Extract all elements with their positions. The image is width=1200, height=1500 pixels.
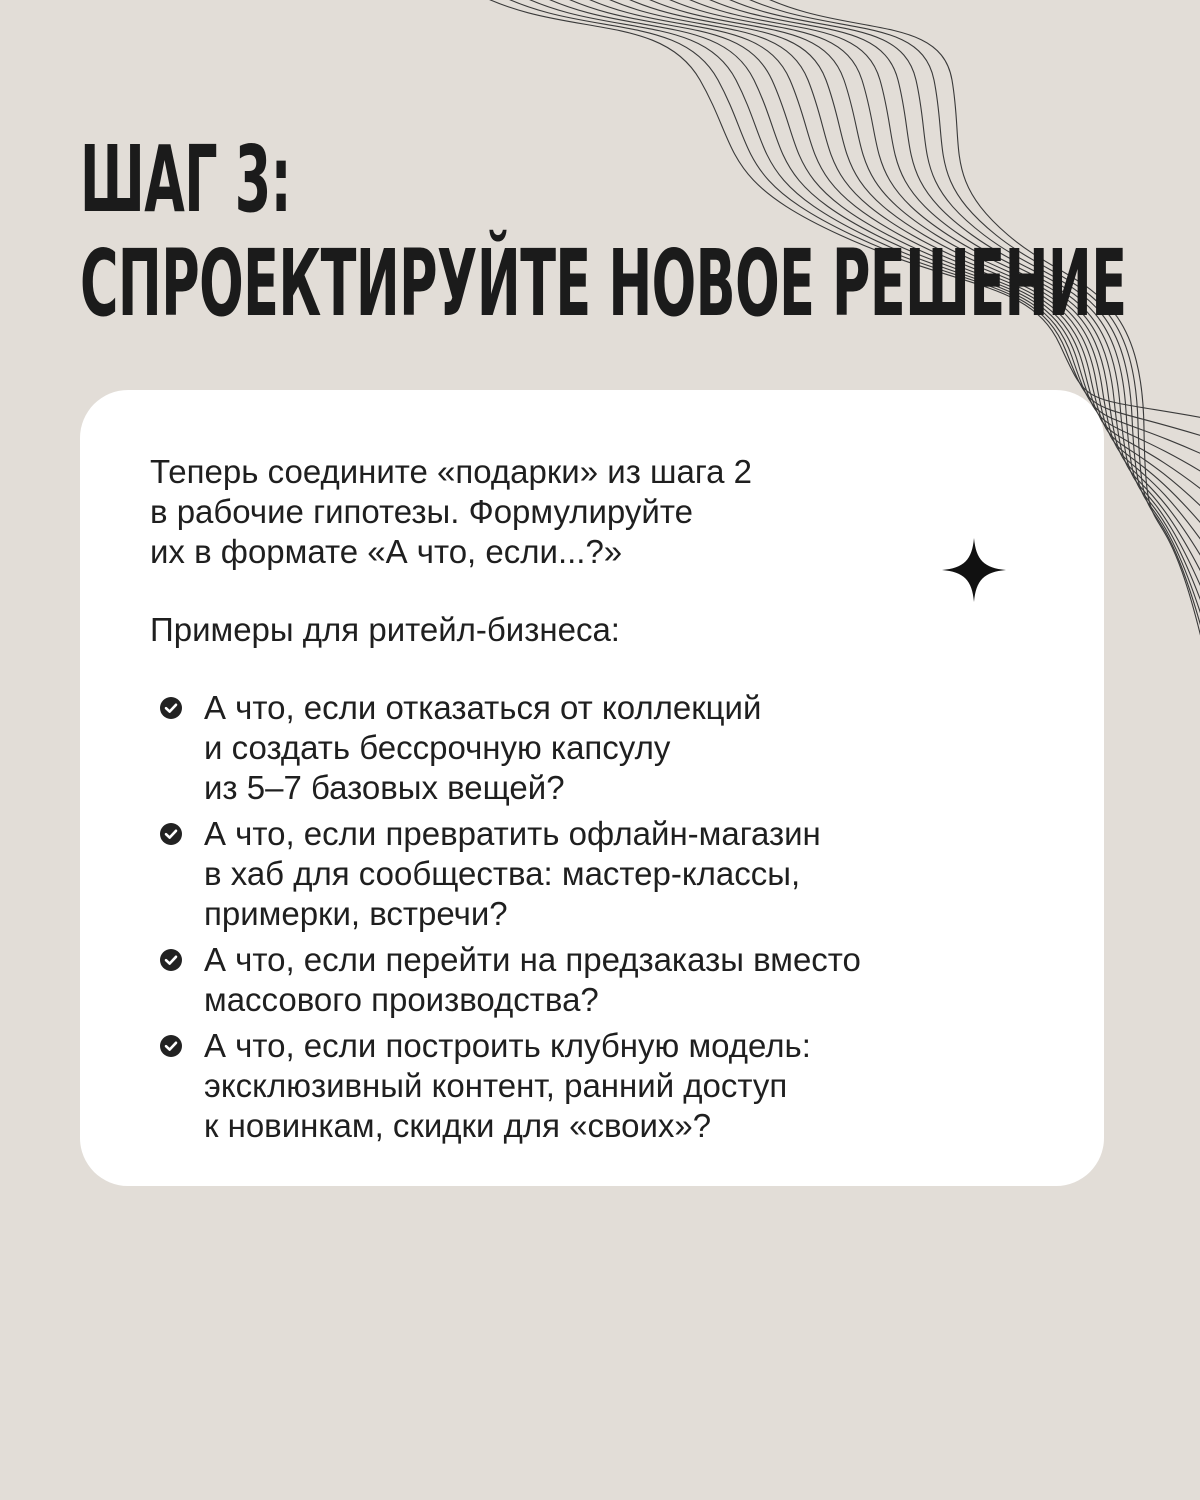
list-item-text — [204, 814, 1030, 934]
check-circle-icon — [160, 1035, 182, 1057]
check-circle-icon — [160, 697, 182, 719]
check-circle-icon — [160, 823, 182, 845]
list-item-line: и создать бессрочную капсулу — [204, 729, 671, 766]
list-item — [150, 1026, 1030, 1146]
list-item-text — [204, 940, 1030, 1020]
examples-label: Примеры для ритейл-бизнеса: — [150, 611, 620, 648]
list-item-line: в хаб для сообщества: мастер-классы, — [204, 855, 801, 892]
content-card — [80, 390, 1104, 1186]
title-line-2: СПРОЕКТИРУЙТЕ НОВОЕ РЕШЕНИЕ — [80, 230, 1127, 337]
list-item-line: эксклюзивный контент, ранний доступ — [204, 1067, 788, 1104]
list-item-text — [204, 688, 1030, 808]
title-line-1: ШАГ 3: — [80, 126, 292, 233]
intro-line: их в формате «А что, если...?» — [150, 533, 623, 570]
list-item-line: А что, если превратить офлайн-магазин — [204, 815, 821, 852]
list-item-line: А что, если перейти на предзаказы вместо — [204, 941, 861, 978]
list-item-line: массового производства? — [204, 981, 599, 1018]
list-item — [150, 940, 1030, 1020]
examples-list — [150, 688, 1030, 1146]
list-item-line: примерки, встречи? — [204, 895, 508, 932]
list-item-text — [204, 1026, 1030, 1146]
intro-line: в рабочие гипотезы. Формулируйте — [150, 493, 693, 530]
list-item — [150, 688, 1030, 808]
list-item-line: А что, если отказаться от коллекций — [204, 689, 762, 726]
check-circle-icon — [160, 949, 182, 971]
list-item-line: к новинкам, скидки для «своих»? — [204, 1107, 712, 1144]
page-title — [80, 128, 1127, 336]
list-item-line: А что, если построить клубную модель: — [204, 1027, 811, 1064]
intro-paragraph — [150, 452, 1030, 572]
list-item — [150, 814, 1030, 934]
intro-line: Теперь соедините «подарки» из шага 2 — [150, 453, 753, 490]
list-item-line: из 5–7 базовых вещей? — [204, 769, 565, 806]
